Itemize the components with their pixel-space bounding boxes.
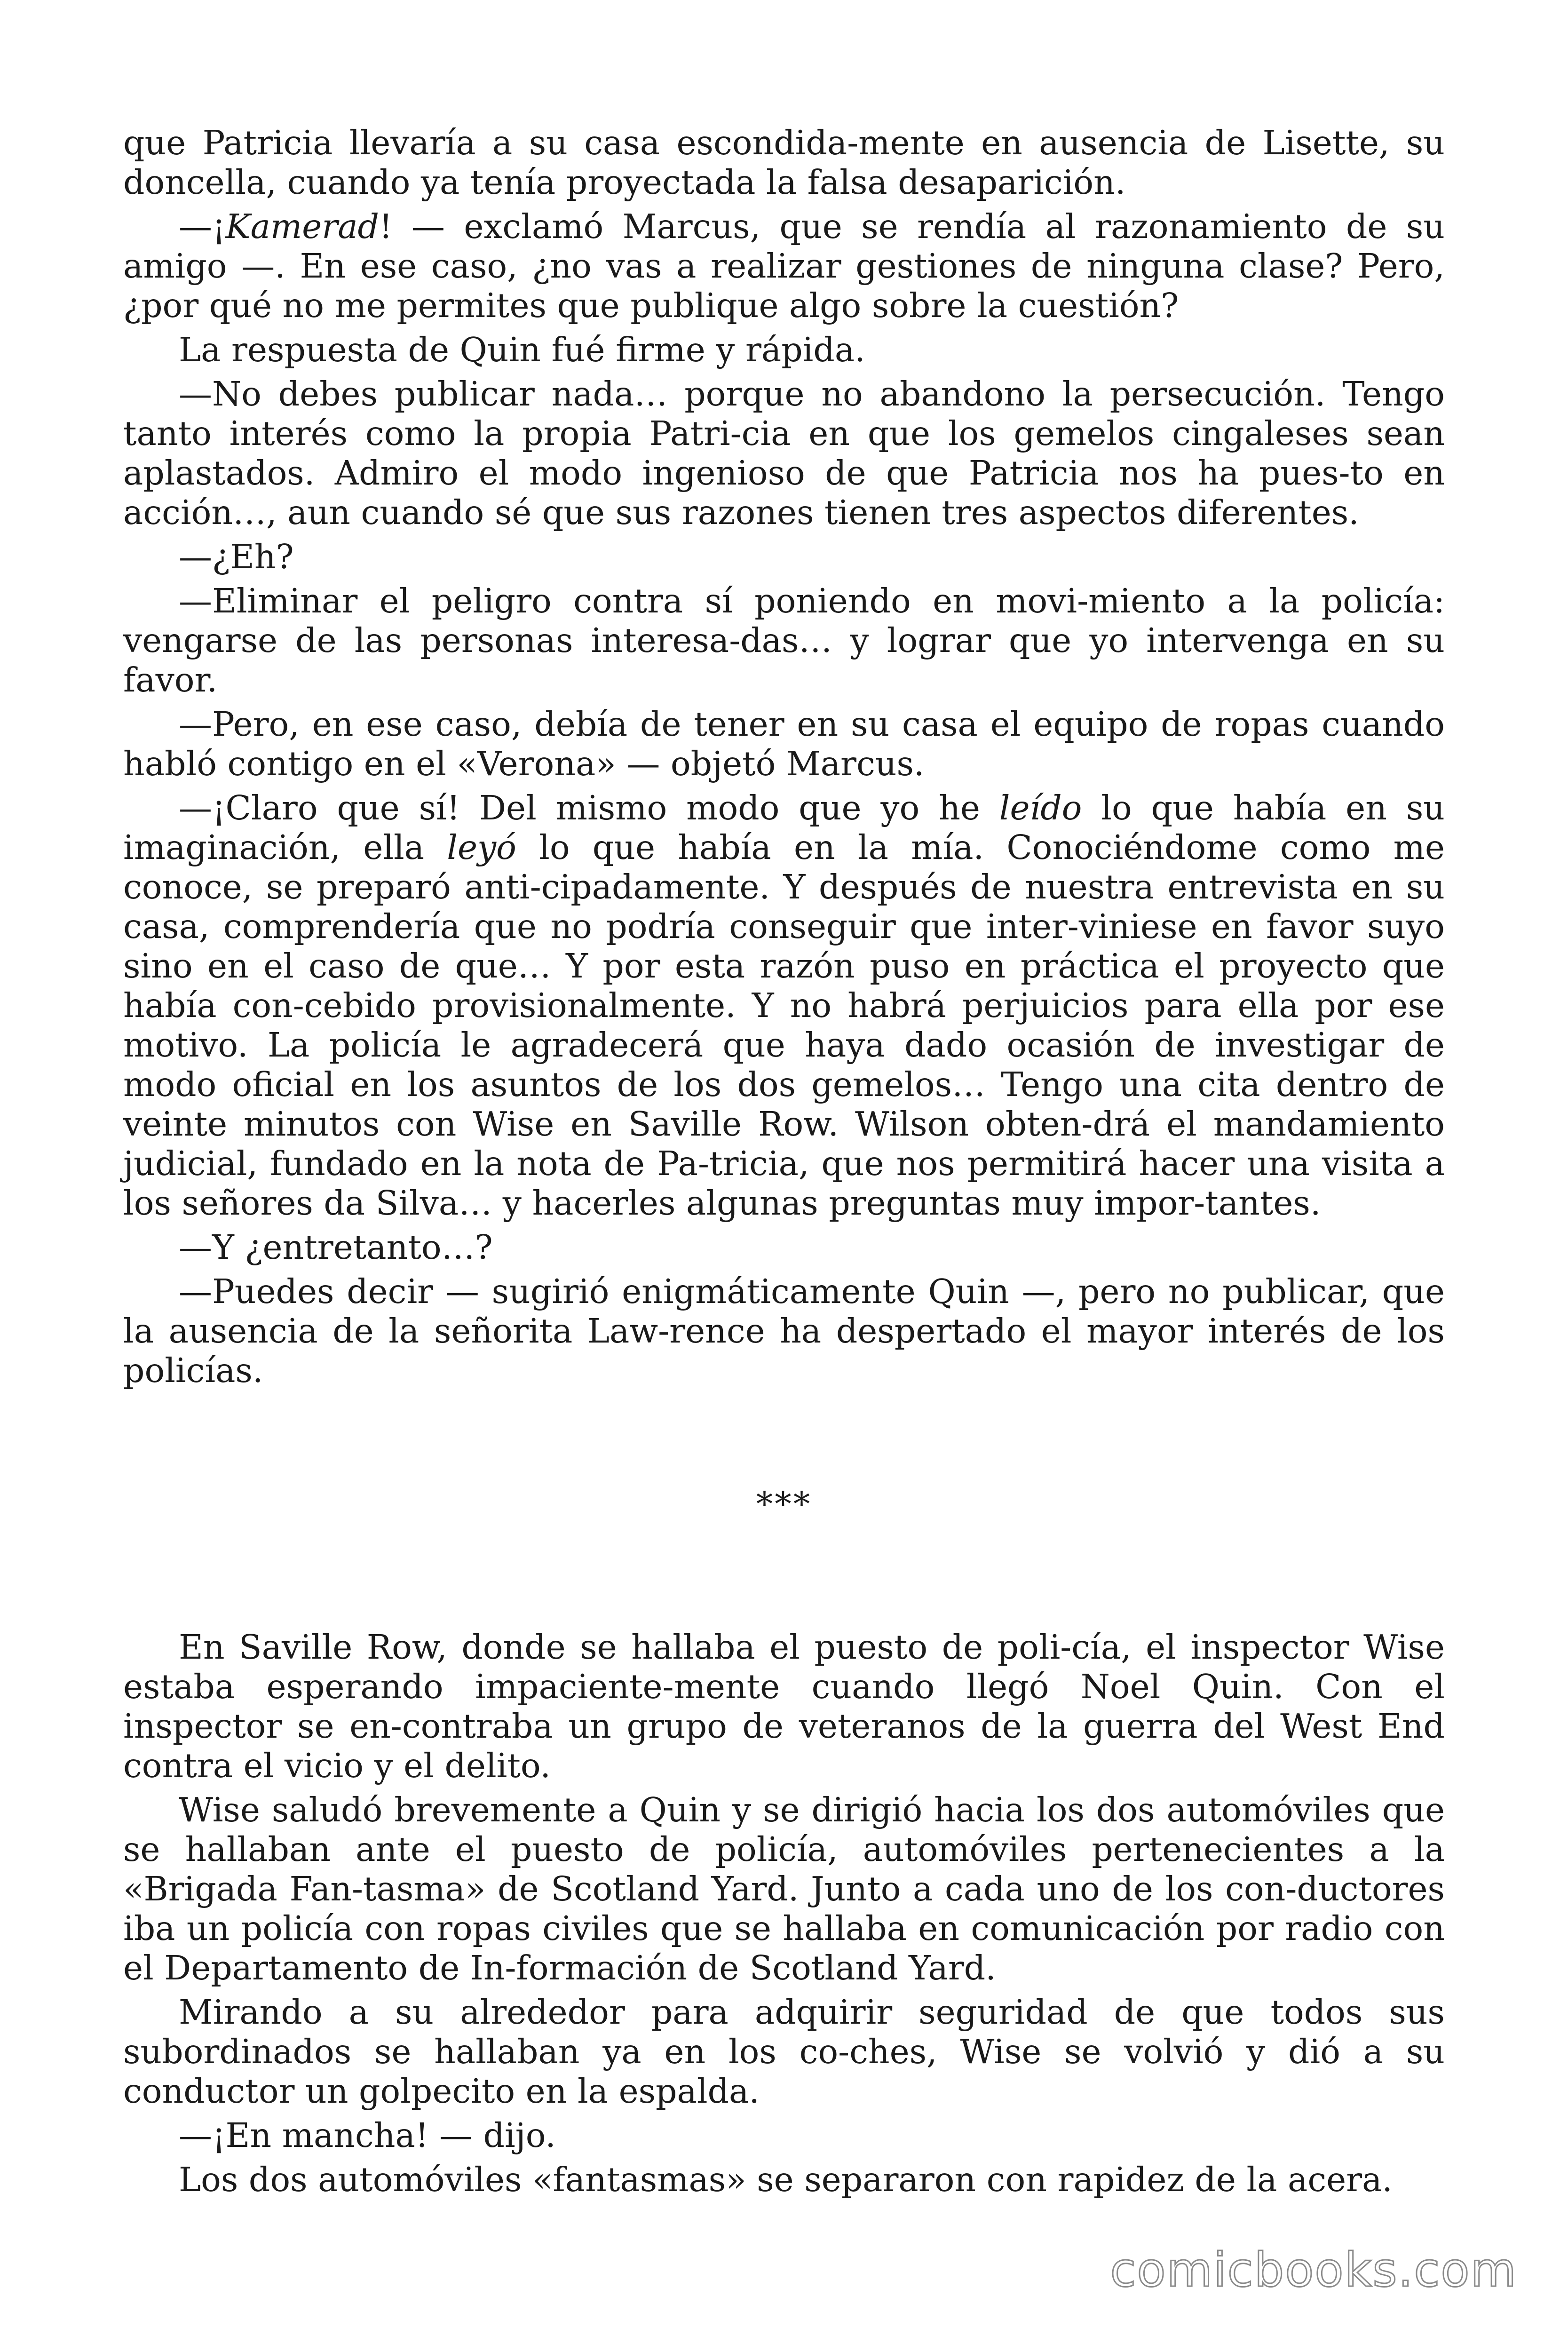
text-run: —¡Claro que sí! Del mismo modo que yo he [179,788,999,827]
text-run: —Y ¿entretanto…? [179,1228,493,1267]
paragraph [123,1272,1445,1391]
text-run: —¡En mancha! — dijo. [179,2116,556,2155]
paragraph [123,123,1445,202]
section-separator: *** [756,1485,812,1524]
paragraph [123,1790,1445,1988]
text-run: ! — exclamó Marcus, que se rendía al razonamiento de su amigo —. En ese caso, ¿no vas a realizar gestiones de ninguna clase? Pero, ¿por qué no me permites que publique algo sobre la cuestión? [123,207,1445,325]
text-block-bottom [123,1628,1445,2200]
text-run: Wise saludó brevemente a Quin y se dirigió hacia los dos automóviles que se hallaban ante el puesto de policía, automóviles pertenecientes a la «Brigada Fan-tasma» de Scotland Yard. Junto a cada uno de los con-ductores iba un policía con ropas civiles que se hallaba en comunicación por radio con el Departamento de In-formación de Scotland Yard. [123,1790,1445,1987]
italic-text: leyó [447,828,516,867]
paragraph [123,1993,1445,2111]
page-body [123,123,1445,2204]
text-run: La respuesta de Quin fué firme y rápida. [179,330,865,369]
paragraph [123,2116,1445,2155]
paragraph [123,330,1445,370]
text-run: —¿Eh? [179,537,294,576]
paragraph [123,788,1445,1223]
paragraph [123,207,1445,326]
watermark-logo: comicbooks.com [1110,2242,1517,2297]
text-run: —Eliminar el peligro contra sí poniendo en movi-miento a la policía: vengarse de las personas interesa-das… y lograr que yo intervenga en su favor. [123,581,1445,699]
text-run: lo que había en la mía. Conociéndome como me conoce, se preparó anti-cipadamente. Y después de nuestra entrevista en su casa, comprendería que no podría conseguir que inter-viniese en favor suyo sino en el caso de que… Y por esta razón puso en práctica el proyecto que había con-cebido provisionalmente. Y no habrá perjuicios para ella por ese motivo. La policía le agradecerá que haya dado ocasión de investigar de modo oficial en los asuntos de los dos gemelos… Tengo una cita dentro de veinte minutos con Wise en Saville Row. Wilson obten-drá el mandamiento judicial, fundado en la nota de Pa-tricia, que nos permitirá hacer una visita a los señores da Silva… y hacerles algunas preguntas muy impor-tantes. [123,828,1445,1223]
paragraph [123,581,1445,700]
text-block-top [123,123,1445,1391]
text-run: que Patricia llevaría a su casa escondida-mente en ausencia de Lisette, su doncella, cuando ya tenía proyectada la falsa desaparición. [123,123,1445,202]
text-run: —Pero, en ese caso, debía de tener en su casa el equipo de ropas cuando habló contigo en el «Verona» — objetó Marcus. [123,705,1445,783]
paragraph [123,1628,1445,1786]
paragraph [123,705,1445,784]
paragraph [123,374,1445,532]
text-run: —¡ [179,207,226,246]
text-run: Los dos automóviles «fantasmas» se separaron con rapidez de la acera. [179,2160,1393,2199]
italic-text: Kamerad [225,207,379,246]
text-run: Mirando a su alrededor para adquirir seguridad de que todos sus subordinados se hallaban ya en los co-ches, Wise se volvió y dió a su conductor un golpecito en la espalda. [123,1993,1445,2111]
text-run: lo que había en su imaginación, ella [123,788,1445,867]
paragraph [123,537,1445,577]
text-run: En Saville Row, donde se hallaba el puesto de poli-cía, el inspector Wise estaba esperando impaciente-mente cuando llegó Noel Quin. Con el inspector se en-contraba un grupo de veteranos de la guerra del West End contra el vicio y el delito. [123,1628,1445,1785]
italic-text: leído [999,788,1082,827]
text-run: —No debes publicar nada… porque no abandono la persecución. Tengo tanto interés como la propia Patri-cia en que los gemelos cingaleses sean aplastados. Admiro el modo ingenioso de que Patricia nos ha pues-to en acción…, aun cuando sé que sus razones tienen tres aspectos diferentes. [123,374,1445,532]
text-run: —Puedes decir — sugirió enigmáticamente Quin —, pero no publicar, que la ausencia de la señorita Law-rence ha despertado el mayor interés de los policías. [123,1272,1445,1390]
paragraph [123,2160,1445,2200]
paragraph [123,1228,1445,1267]
